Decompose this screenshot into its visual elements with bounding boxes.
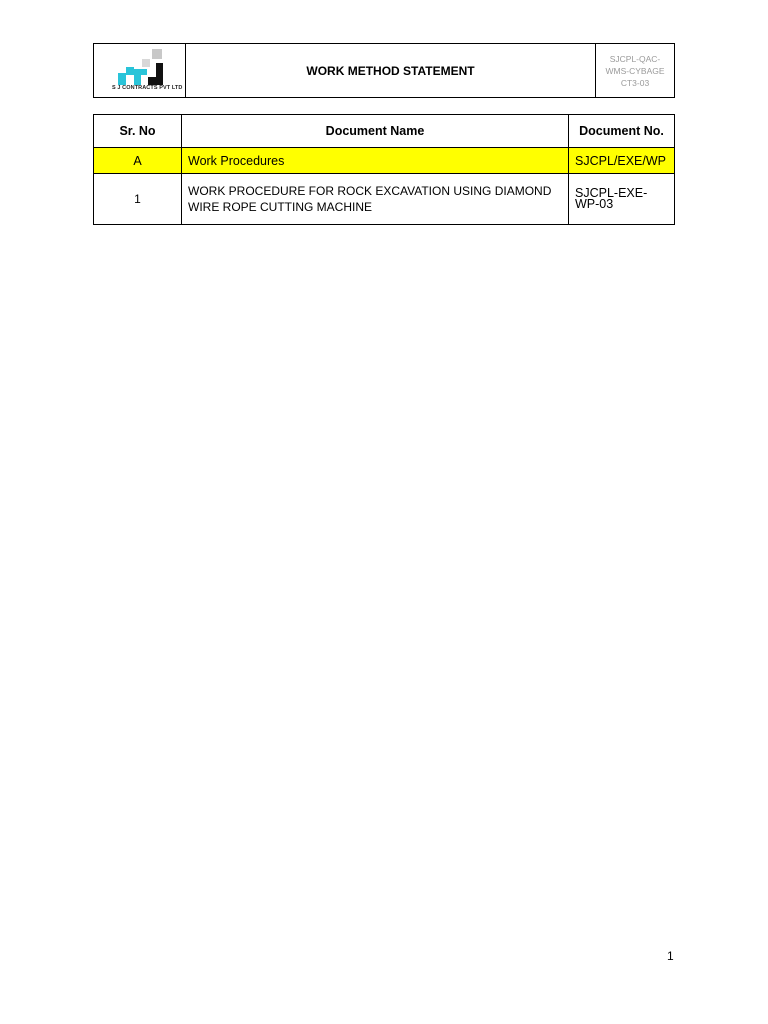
table-row [94, 174, 675, 225]
document-header [93, 43, 675, 98]
logo-text: S J CONTRACTS PVT LTD [112, 85, 183, 91]
document-code-line: WMS-CYBAGE [605, 65, 665, 76]
document-code-line: SJCPL-QAC- [609, 53, 661, 64]
column-header-sr-no: Sr. No [94, 115, 182, 148]
document-code-line: CT3-03 [620, 77, 650, 88]
column-header-document-name: Document Name [182, 115, 569, 148]
row-document-name: WORK PROCEDURE FOR ROCK EXCAVATION USING DIAMOND WIRE ROPE CUTTING MACHINE [182, 174, 569, 225]
group-row [94, 148, 675, 174]
column-header-document-no: Document No. [569, 115, 675, 148]
row-document-no: SJCPL-EXE-WP-03 [569, 174, 675, 225]
document-code [596, 44, 674, 97]
row-sr: 1 [94, 174, 182, 225]
logo-cell [94, 44, 186, 97]
document-title: WORK METHOD STATEMENT [186, 44, 596, 97]
company-logo [108, 47, 170, 87]
document-index-table [93, 114, 675, 225]
group-doc-no: SJCPL/EXE/WP [569, 148, 675, 174]
page-number: 1 [667, 949, 674, 963]
group-name: Work Procedures [182, 148, 569, 174]
table-header-row [94, 115, 675, 148]
group-sr: A [94, 148, 182, 174]
